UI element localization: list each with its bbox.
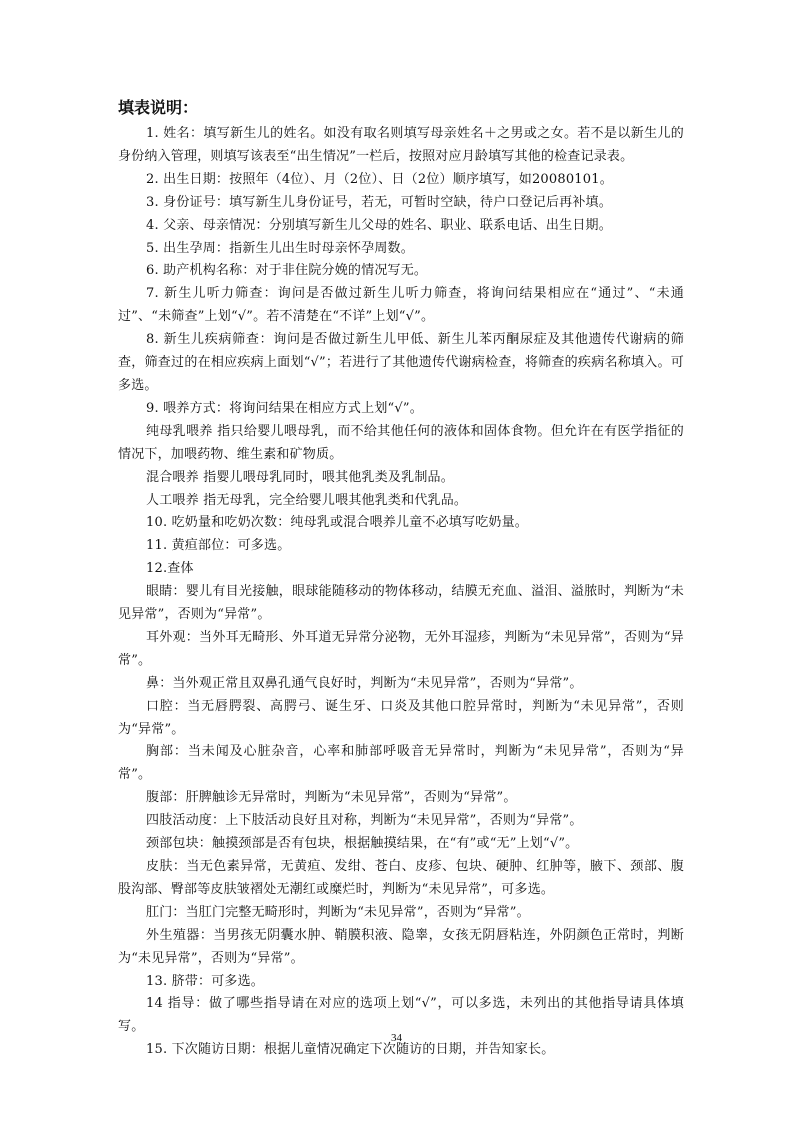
instruction-paragraph: 鼻：当外观正常且双鼻孔通气良好时，判断为“未见异常”，否则为“异常”。 — [146, 675, 583, 691]
instruction-paragraph: 6. 助产机构名称：对于非住院分娩的情况写无。 — [146, 263, 428, 279]
instruction-paragraph: 13. 脐带：可多选。 — [146, 973, 265, 989]
instruction-paragraph: 四肢活动度：上下肢活动良好且对称，判断为“未见异常”，否则为“异常”。 — [146, 813, 583, 829]
instruction-paragraph: 12.查体 — [146, 561, 194, 577]
instruction-paragraph: 耳外观：当外耳无畸形、外耳道无异常分泌物，无外耳湿疹，判断为“未见异常”，否则为“异常”。 — [118, 629, 684, 668]
instruction-paragraph: 皮肤：当无色素异常，无黄疸、发绀、苍白、皮疹、包块、硬肿、红肿等，腋下、颈部、腹股沟部、臀部等皮肤皱褶处无潮红或糜烂时，判断为“未见异常”，可多选。 — [118, 859, 684, 897]
instruction-paragraph: 2. 出生日期：按照年（4位）、月（2位）、日（2位）顺序填写，如20080101。 — [146, 171, 613, 187]
page-number: 34 — [391, 1032, 402, 1044]
instruction-paragraph: 3. 身份证号：填写新生儿身份证号，若无，可暂时空缺，待户口登记后再补填。 — [146, 194, 612, 210]
instruction-paragraph: 混合喂养 指婴儿喂母乳同时，喂其他乳类及乳制品。 — [146, 469, 454, 485]
instruction-paragraph: 1. 姓名：填写新生儿的姓名。如没有取名则填写母亲姓名＋之男或之女。若不是以新生儿的身份纳入管理，则填写该表至“出生情况”一栏后，按照对应月龄填写其他的检查记录表。 — [118, 126, 684, 164]
instruction-paragraph: 9. 喂养方式：将询问结果在相应方式上划“√”。 — [146, 400, 423, 416]
instruction-paragraph: 11. 黄疸部位：可多选。 — [146, 538, 291, 554]
instruction-paragraph: 腹部：肝脾触诊无异常时，判断为“未见异常”，否则为“异常”。 — [146, 790, 517, 806]
instruction-paragraph: 口腔：当无唇腭裂、高腭弓、诞生牙、口炎及其他口腔异常时，判断为“未见异常”，否则为“异常”。 — [118, 698, 684, 737]
instruction-paragraph: 外生殖器：当男孩无阴囊水肿、鞘膜积液、隐睾，女孩无阴唇粘连，外阴颜色正常时，判断为“未见异常”，否则为“异常”。 — [118, 927, 684, 966]
instruction-paragraph: 纯母乳喂养 指只给婴儿喂母乳，而不给其他任何的液体和固体食物。但允许在有医学指征的情况下，加喂药物、维生素和矿物质。 — [118, 423, 684, 462]
instruction-paragraph: 胸部：当未闻及心脏杂音，心率和肺部呼吸音无异常时，判断为“未见异常”，否则为“异常”。 — [118, 744, 684, 783]
instruction-paragraph: 肛门：当肛门完整无畸形时，判断为“未见异常”，否则为“异常”。 — [146, 904, 530, 920]
instruction-paragraph: 8. 新生儿疾病筛查：询问是否做过新生儿甲低、新生儿苯丙酮尿症及其他遗传代谢病的筛查，筛查过的在相应疾病上面划“√”；若进行了其他遗传代谢病检查，将筛查的疾病名称填入。可多选。 — [118, 332, 684, 393]
instruction-paragraph: 颈部包块：触摸颈部是否有包块，根据触摸结果，在“有”或“无”上划“√”。 — [146, 836, 579, 852]
instruction-paragraph: 5. 出生孕周：指新生儿出生时母亲怀孕周数。 — [146, 240, 414, 256]
instruction-paragraph: 10. 吃奶量和吃奶次数：纯母乳或混合喂养儿童不必填写吃奶量。 — [146, 515, 529, 531]
section-heading: 填表说明： — [118, 98, 199, 117]
instructions-body — [118, 123, 684, 1062]
instructions-section — [118, 97, 684, 1062]
instruction-paragraph: 眼睛：婴儿有目光接触，眼球能随移动的物体移动，结膜无充血、溢泪、溢脓时，判断为“未见异常”，否则为“异常”。 — [118, 584, 684, 623]
instruction-paragraph: 15. 下次随访日期：根据儿童情况确定下次随访的日期，并告知家长。 — [146, 1042, 555, 1058]
instruction-paragraph: 14 指导：做了哪些指导请在对应的选项上划“√”，可以多选，未列出的其他指导请具体填写。 — [118, 996, 684, 1035]
instruction-paragraph: 4. 父亲、母亲情况：分别填写新生儿父母的姓名、职业、联系电话、出生日期。 — [146, 217, 612, 233]
instruction-paragraph: 人工喂养 指无母乳，完全给婴儿喂其他乳类和代乳品。 — [146, 492, 468, 508]
instruction-paragraph: 7. 新生儿听力筛查：询问是否做过新生儿听力筛查，将询问结果相应在“通过”、“未通过”、“未筛查”上划“√”。若不清楚在“不详”上划“√”。 — [118, 286, 684, 325]
